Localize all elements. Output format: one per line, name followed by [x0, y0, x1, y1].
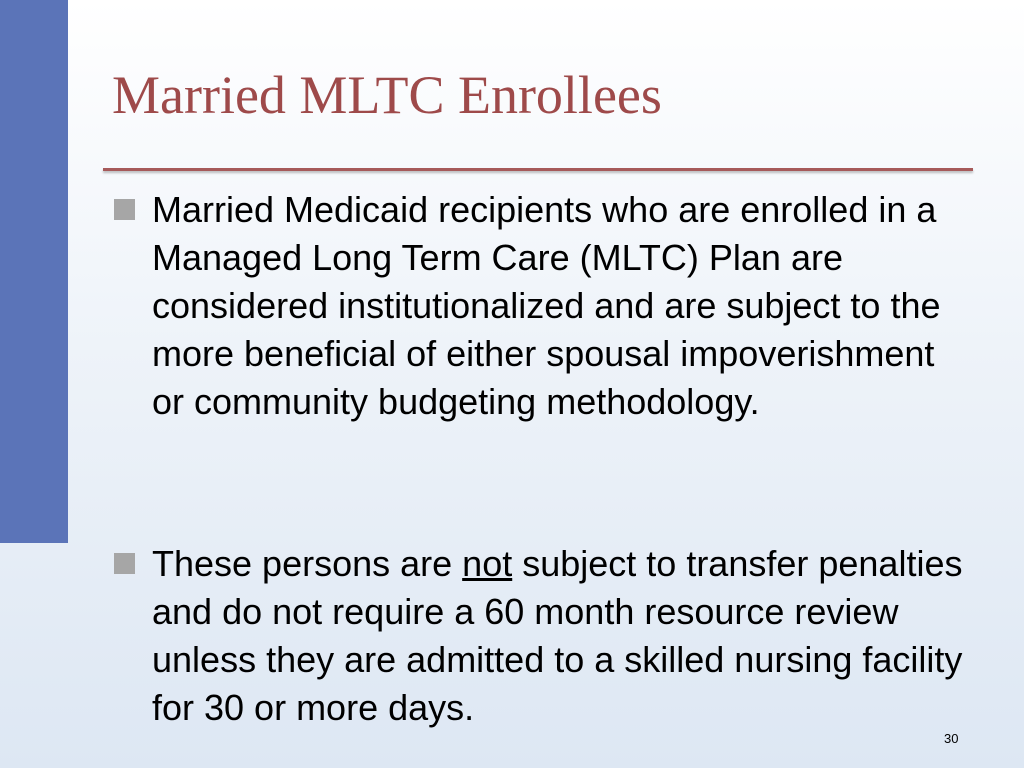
bullet-item	[114, 186, 974, 426]
square-bullet-icon	[114, 199, 135, 220]
slide-title: Married MLTC Enrollees	[112, 65, 662, 125]
bullet-text-start: These persons are	[152, 543, 463, 584]
page-number: 30	[944, 731, 959, 746]
bullet-text: Married Medicaid recipients who are enrolled in a Managed Long Term Care (MLTC) Plan are considered institutionalized and are subject to the more beneficial of either spousal impoverishment or community budgeting methodology.	[152, 189, 941, 422]
title-divider	[103, 168, 973, 171]
bullet-item	[114, 540, 974, 732]
square-bullet-icon	[114, 553, 135, 574]
bullet-text-end: subject to transfer penalties and do not require a 60 month resource review unless they are admitted to a skilled nursing facility for 30 or more days.	[152, 543, 963, 728]
side-accent-bar	[0, 0, 68, 543]
emphasis-not: not	[462, 543, 513, 584]
bullet-text	[152, 540, 974, 732]
